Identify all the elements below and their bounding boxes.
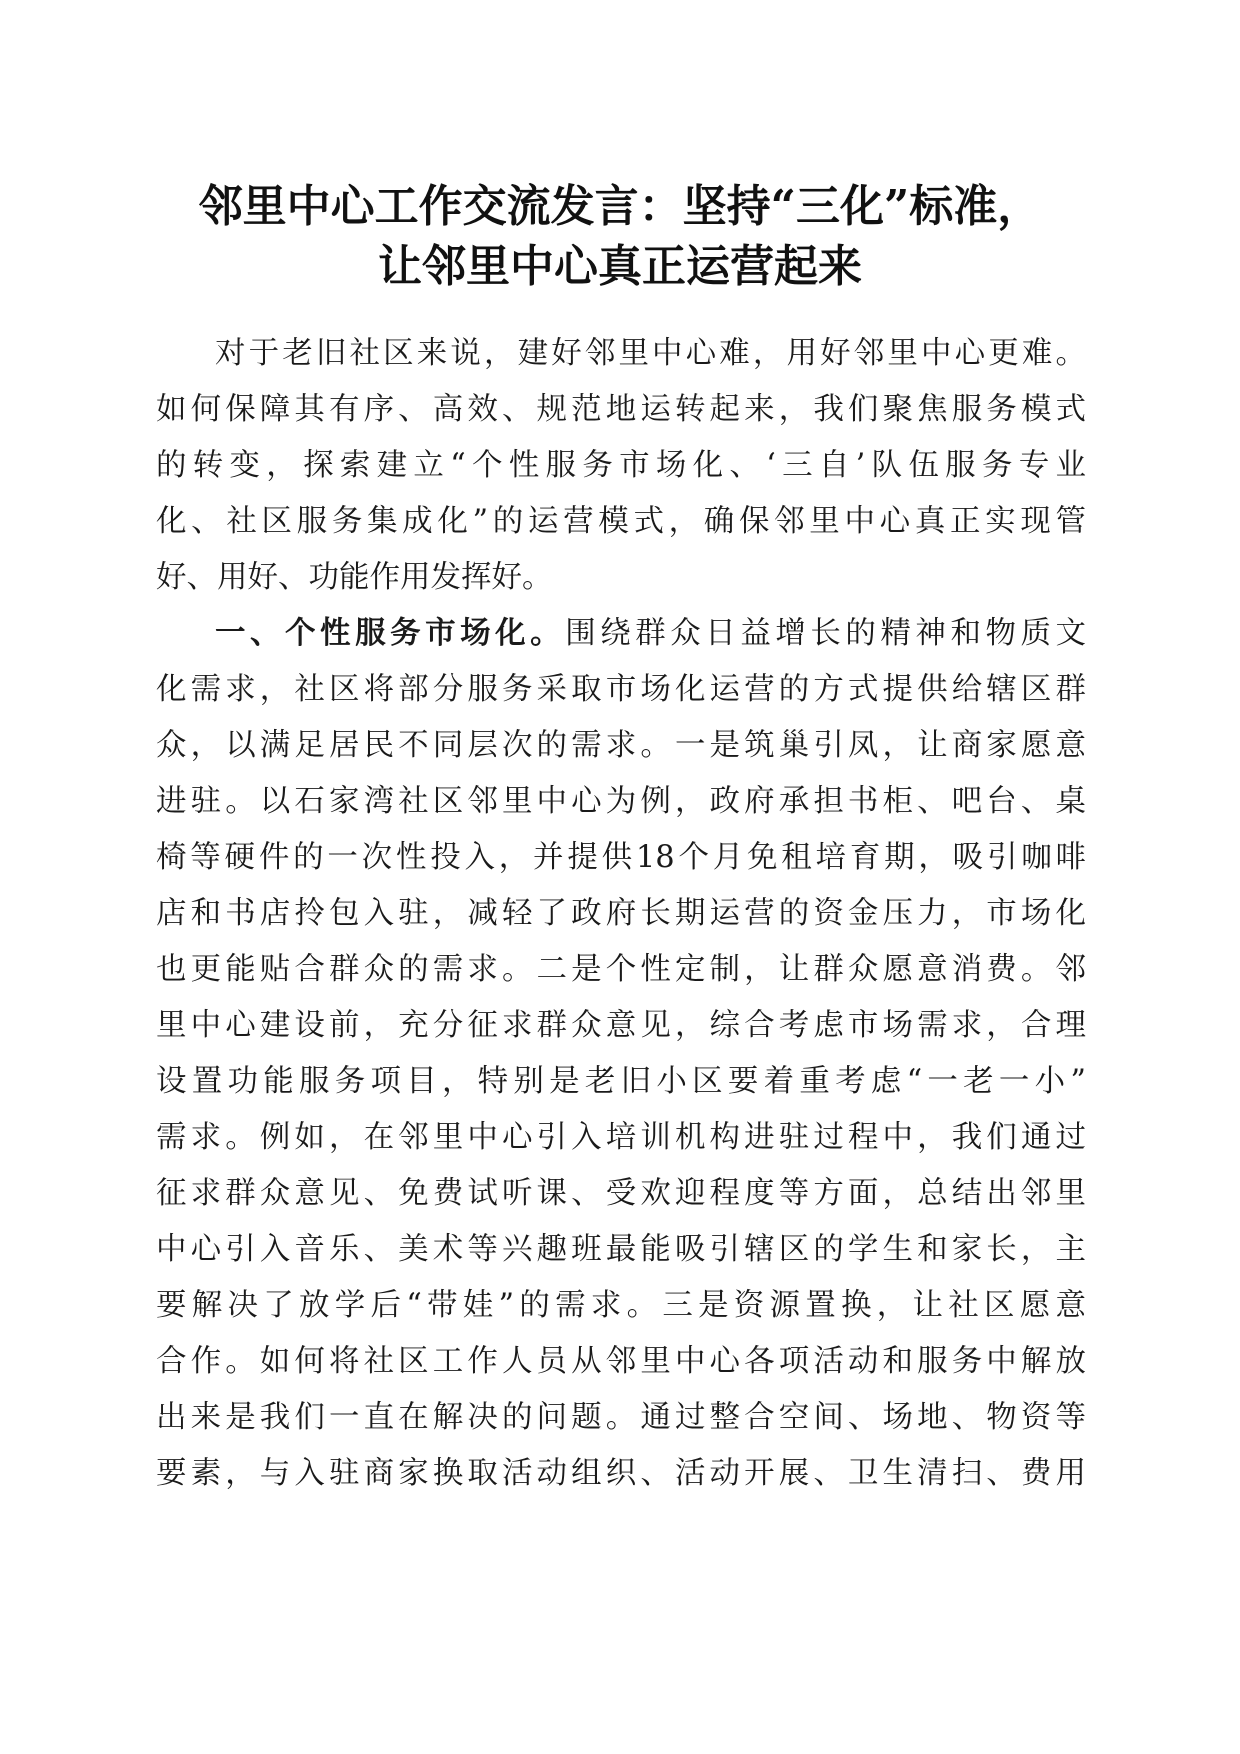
paragraph-line: 中心引入音乐、美术等兴趣班最能吸引辖区的学生和家长，主 bbox=[156, 1232, 1086, 1267]
paragraph-line: 需求。例如，在邻里中心引入培训机构进驻过程中，我们通过 bbox=[156, 1120, 1086, 1155]
section-first-line-text: 围绕群众日益增长的精神和物质文 bbox=[565, 616, 1087, 651]
paragraph-line: 设置功能服务项目，特别是老旧小区要着重考虑“一老一小” bbox=[156, 1064, 1086, 1099]
document-title-line-1: 邻里中心工作交流发言：坚持“三化”标准， bbox=[198, 181, 1042, 232]
paragraph-line: 出来是我们一直在解决的问题。通过整合空间、场地、物资等 bbox=[156, 1400, 1086, 1435]
paragraph-line: 椅等硬件的一次性投入，并提供18个月免租培育期，吸引咖啡 bbox=[156, 840, 1086, 875]
paragraph-line: 如何保障其有序、高效、规范地运转起来，我们聚焦服务模式 bbox=[156, 392, 1086, 427]
paragraph-line: 众，以满足居民不同层次的需求。一是筑巢引凤，让商家愿意 bbox=[156, 728, 1086, 763]
paragraph-line: 征求群众意见、免费试听课、受欢迎程度等方面，总结出邻里 bbox=[156, 1176, 1086, 1211]
section-heading: 一、个性服务市场化。 bbox=[215, 616, 566, 651]
paragraph-line: 合作。如何将社区工作人员从邻里中心各项活动和服务中解放 bbox=[156, 1344, 1086, 1379]
section-first-line bbox=[215, 612, 1086, 656]
paragraph-line: 要解决了放学后“带娃”的需求。三是资源置换，让社区愿意 bbox=[156, 1288, 1086, 1323]
paragraph-line: 化需求，社区将部分服务采取市场化运营的方式提供给辖区群 bbox=[156, 672, 1086, 707]
paragraph-line: 化、社区服务集成化”的运营模式，确保邻里中心真正实现管 bbox=[156, 504, 1086, 539]
paragraph-line: 里中心建设前，充分征求群众意见，综合考虑市场需求，合理 bbox=[156, 1008, 1086, 1043]
paragraph-line: 也更能贴合群众的需求。二是个性定制，让群众愿意消费。邻 bbox=[156, 952, 1086, 987]
paragraph-line: 店和书店拎包入驻，减轻了政府长期运营的资金压力，市场化 bbox=[156, 896, 1086, 931]
paragraph-line: 进驻。以石家湾社区邻里中心为例，政府承担书柜、吧台、桌 bbox=[156, 784, 1086, 819]
paragraph-line: 好、用好、功能作用发挥好。 bbox=[156, 560, 553, 595]
paragraph-line: 要素，与入驻商家换取活动组织、活动开展、卫生清扫、费用 bbox=[156, 1456, 1086, 1491]
document-title-line-2: 让邻里中心真正运营起来 bbox=[378, 241, 862, 292]
paragraph-line: 的转变，探索建立“个性服务市场化、‘三自’队伍服务专业 bbox=[156, 448, 1086, 483]
paragraph-line: 对于老旧社区来说，建好邻里中心难，用好邻里中心更难。 bbox=[215, 336, 1086, 371]
